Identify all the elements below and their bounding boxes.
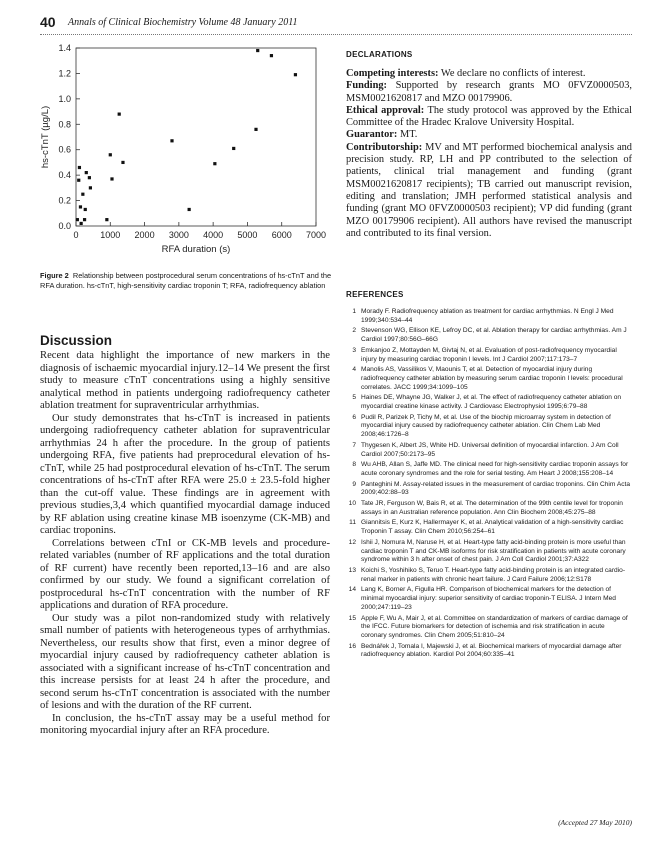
data-point	[256, 49, 259, 52]
reference-number: 13	[348, 566, 356, 574]
reference-text: Panteghini M. Assay-related issues in the measurement of cardiac troponins. Clin Chim Acta 2009;402:88–93	[361, 480, 631, 497]
data-point	[84, 208, 87, 211]
data-point	[83, 218, 86, 221]
reference-item	[346, 366, 632, 392]
running-header	[40, 14, 632, 35]
reference-number: 11	[349, 519, 356, 527]
reference-item	[346, 414, 632, 440]
declaration-text: We declare no conflicts of interest.	[438, 68, 586, 79]
reference-number: 7	[352, 441, 356, 449]
x-tick-label: 5000	[237, 230, 258, 240]
reference-number: 3	[352, 346, 356, 354]
figure-caption-text: Relationship between postprocedural serum concentrations of hs-cTnT and the RFA duration. hs-cTnT, high-sensitivity cardiac troponin T; RFA, radiofrequency ablation	[40, 271, 332, 290]
declaration-text: MT.	[397, 129, 418, 141]
x-tick-label: 7000	[305, 230, 327, 240]
data-point	[85, 171, 88, 174]
reference-text: Giannitsis E, Kurz K, Hallermayer K, et al. Analytical validation of a high-sensitivity cardiac Troponin T assay. Clin Chem 2010;56:254–61	[361, 519, 624, 536]
data-point	[79, 205, 82, 208]
reference-text: Pudil R, Parizek P, Tichy M, et al. Use of the biochip microarray system in detection of myocardial injury caused by radiofrequency catheter ablation. Clin Chem Lab Med 2008;46:1726–8	[361, 413, 611, 439]
data-point	[121, 161, 124, 164]
data-point	[254, 128, 257, 131]
declaration-label: Contributorship:	[346, 141, 423, 153]
x-axis-label: RFA duration (s)	[161, 244, 231, 255]
journal-line: Annals of Clinical Biochemistry Volume 48 January 2011	[68, 17, 298, 28]
data-point	[81, 193, 84, 196]
reference-item	[346, 500, 632, 517]
data-point	[89, 186, 92, 189]
reference-text: Koichi S, Yoshihiko S, Teruo T. Heart-type fatty acid-binding protein is an integrated cardio-renal marker in patients with chronic heart failure. J Card Failure 2006;12:S178	[361, 566, 626, 583]
reference-item	[346, 539, 632, 565]
discussion-heading: Discussion	[40, 333, 113, 348]
declaration-text: Supported by research grants MO 0FVZ0000503, MSM0021620817 and MZO 00179906.	[346, 80, 632, 104]
data-point	[294, 73, 297, 76]
reference-text: Lang K, Borner A, Figulla HR. Comparison of biochemical markers for the detection of minimal myocardial injury: superior sensitivity of cardiac troponin-T ELISA. J Intern Med 2000;247:119–23	[361, 586, 616, 611]
data-point	[77, 179, 80, 182]
x-tick-label: 3000	[168, 230, 189, 240]
reference-text: Emkanjoo Z, Mottayden M, Givtaj N, et al. Evaluation of post-radiofrequency myocardial injury by measuring cardiac troponin I levels. Int J Cardiol 2007;117:173–7	[361, 346, 617, 363]
reference-text: Tate JR, Ferguson W, Bais R, et al. The determination of the 99th centile level for troponin assays in an Australian reference population. Ann Clin Biochem 2008;45:275–88	[361, 500, 623, 516]
references-list	[346, 308, 632, 662]
discussion-paragraph: Recent data highlight the importance of new markers in the diagnosis of ischaemic myocardial injury.12–14 We present the first study to measure cTnT concentrations using a highly sensitive analytical method in patients undergoing radiofrequency catheter ablation treatment for supraventricular arrhythmias.	[40, 350, 330, 411]
reference-item	[346, 615, 632, 641]
reference-number: 15	[348, 614, 356, 622]
reference-item	[346, 481, 632, 498]
data-point	[109, 153, 112, 156]
accepted-date: (Accepted 27 May 2010)	[558, 818, 632, 827]
reference-text: Wu AHB, Allan S, Jaffe MD. The clinical need for high-sensitivity cardiac troponin assays for acute coronary syndromes and the role for serial testing. Am Heart J 2008;155:208–14	[361, 461, 629, 477]
reference-item	[346, 461, 632, 478]
reference-item	[346, 308, 632, 325]
reference-item	[346, 442, 632, 459]
reference-number: 9	[352, 480, 356, 488]
data-point	[105, 218, 108, 221]
references-heading: REFERENCES	[346, 290, 404, 299]
reference-number: 14	[348, 586, 356, 594]
x-tick-label: 4000	[203, 230, 224, 240]
declaration-item	[346, 142, 632, 240]
reference-item	[346, 586, 632, 612]
reference-text: Stevenson WG, Ellison KE, Lefroy DC, et al. Ablation therapy for cardiac arrhythmias. Am J Cardiol 1997;80:56G–66G	[361, 327, 627, 344]
x-tick-label: 6000	[271, 230, 292, 240]
data-point	[78, 166, 81, 169]
data-point	[270, 54, 273, 57]
declaration-item	[346, 80, 632, 105]
declaration-item	[346, 129, 632, 141]
plot-frame	[76, 48, 316, 226]
declarations-body	[346, 68, 632, 240]
declaration-text: The study protocol was approved by the Ethical Committee of the Hradec Kralove University Hospital.	[346, 104, 632, 129]
y-tick-label: 0.4	[58, 170, 71, 181]
y-tick-label: 1.4	[58, 43, 71, 53]
y-tick-label: 0.2	[58, 195, 71, 206]
reference-number: 6	[352, 413, 356, 421]
y-tick-label: 1.2	[58, 68, 71, 79]
y-tick-label: 1.0	[58, 93, 71, 104]
y-tick-label: 0.0	[58, 221, 71, 231]
data-point	[232, 147, 235, 150]
data-point	[76, 218, 79, 221]
scatter-chart	[38, 40, 334, 288]
reference-item	[346, 519, 632, 536]
reference-text: Bednářek J, Tomala I, Majewski J, et al. Biochemical markers of myocardial damage after radiofrequency ablation. Kardiol Pol 2004;60:335–41	[361, 642, 622, 659]
reference-number: 5	[352, 394, 356, 402]
page-number: 40	[40, 14, 56, 30]
declaration-label: Ethical approval:	[346, 104, 425, 116]
reference-number: 16	[348, 642, 356, 650]
declaration-label: Guarantor:	[346, 129, 398, 141]
data-point	[188, 208, 191, 211]
reference-number: 10	[348, 500, 356, 508]
reference-number: 1	[352, 308, 356, 315]
data-point	[110, 177, 113, 180]
x-tick-label: 0	[73, 230, 79, 240]
figure-caption-label: Figure 2	[40, 271, 69, 280]
reference-text: Morady F. Radiofrequency ablation as treatment for cardiac arrhythmias. N Engl J Med 1999;340:534–44	[361, 308, 614, 324]
reference-item	[346, 347, 632, 364]
discussion-paragraph: Our study was a pilot non-randomized study with relatively small number of patients with heterogeneous types of arrhythmias. Nevertheless, our results show that first, even a minor degree of myocardial injury caused by radiofrequency catheter ablation is associated with a significant increase of hs-cTnT concentration and this increase persists for at least 24 h after the procedure, and second serum hs-cTnT concentration is associated with the number of lesions and with the duration of the RF current.	[40, 612, 330, 711]
reference-number: 4	[352, 366, 356, 374]
discussion-paragraph: Correlations between cTnI or CK-MB levels and procedure-related variables (number of RF applications and the total duration of RF current) have recently been reported,13–16 and are also confirmed by our study. We found a significant correlation of postprocedural hs-cTnT concentration with the number of RF applications and duration of RFA procedure.	[40, 537, 330, 611]
declarations-heading: DECLARATIONS	[346, 50, 413, 59]
reference-text: Apple F, Wu A, Mair J, et al. Committee on standardization of markers of cardiac damage of the IFCC. Future biomarkers for detection of ischemia and risk stratification in acute coronary syndromes. Clin Chem 2005;51:810–24	[361, 614, 628, 639]
reference-text: Thygesen K, Albert JS, White HD. Universal definition of myocardial infarction. J Am Coll Cardiol 2007;50:2173–95	[361, 441, 619, 458]
reference-item	[346, 567, 632, 584]
declaration-label: Funding:	[346, 80, 388, 92]
declaration-item	[346, 68, 632, 80]
reference-number: 2	[352, 327, 356, 335]
reference-item	[346, 327, 632, 344]
data-point	[118, 113, 121, 116]
data-point	[170, 139, 173, 142]
reference-item	[346, 643, 632, 660]
discussion-body	[40, 350, 330, 738]
reference-text: Manolis AS, Vassilikos V, Maounis T, et al. Detection of myocardial injury during radiofrequency catheter ablation by measuring serum cardiac troponin I levels: procedural correlates. JACC 1999;34:1099–105	[361, 366, 623, 391]
reference-text: Haines DE, Whayne JG, Walker J, et al. The effect of radiofrequency catheter ablation on myocardial creatine kinase activity. J Cardiovasc Electrophysiol 1995;6:79–88	[361, 394, 622, 411]
figure-caption	[40, 271, 332, 290]
reference-number: 12	[348, 538, 356, 546]
y-tick-label: 0.6	[58, 144, 71, 155]
declaration-label: Competing interests:	[346, 68, 439, 79]
data-point	[88, 176, 91, 179]
y-tick-label: 0.8	[58, 119, 71, 130]
x-tick-label: 2000	[134, 230, 155, 240]
discussion-paragraph: Our study demonstrates that hs-cTnT is increased in patients undergoing radiofrequency catheter ablation for supraventricular arrhythmias 24 h after the procedure. In the group of patients undergoing RFA, five patients had preprocedural elevation of hs-cTnT, while 25 had postprocedural elevation of hs-cTnT. The serum concentrations of hs-cTnT after RFA were 25.0 ± 23.5-fold higher than the cut-off value. These findings are in agreement with previous studies,3,4 which quantified myocardial damage induced by RF ablation using creatine kinase MB isoenzyme (CK-MB) and cardiac troponins.	[40, 412, 330, 536]
y-axis-label: hs-cTnT (µg/L)	[40, 105, 51, 169]
declaration-text: MV and MT performed biochemical analysis and precision study. RP, LH and PP contributed to the selection of patients, clinical trial management and funding (grant MSM0021620817 recipients); TB carried out manuscript revision, editing and translation; JMH performed statistical analysis and funding (grant MO 0FVZ0000503 recipient); VP did funding (grant MZO 00179906 recipient). All authors have revised the manuscript and contributed to its final version.	[346, 141, 632, 239]
declaration-item	[346, 105, 632, 130]
data-point	[213, 162, 216, 165]
data-point	[80, 222, 83, 225]
discussion-paragraph: In conclusion, the hs-cTnT assay may be a useful method for monitoring myocardial injury after an RFA procedure.	[40, 712, 330, 736]
x-tick-label: 1000	[100, 230, 121, 240]
reference-text: Ishii J, Nomura M, Naruse H, et al. Heart-type fatty acid-binding protein is more useful than cardiac troponin T and CK-MB isoforms for risk stratification in patients with acute coronary syndrome within 3 h after onset of chest pain. J Am Coll Cardiol 2001;37:A322	[361, 538, 626, 564]
reference-item	[346, 394, 632, 411]
chart-svg	[38, 40, 334, 272]
reference-number: 8	[352, 461, 356, 469]
